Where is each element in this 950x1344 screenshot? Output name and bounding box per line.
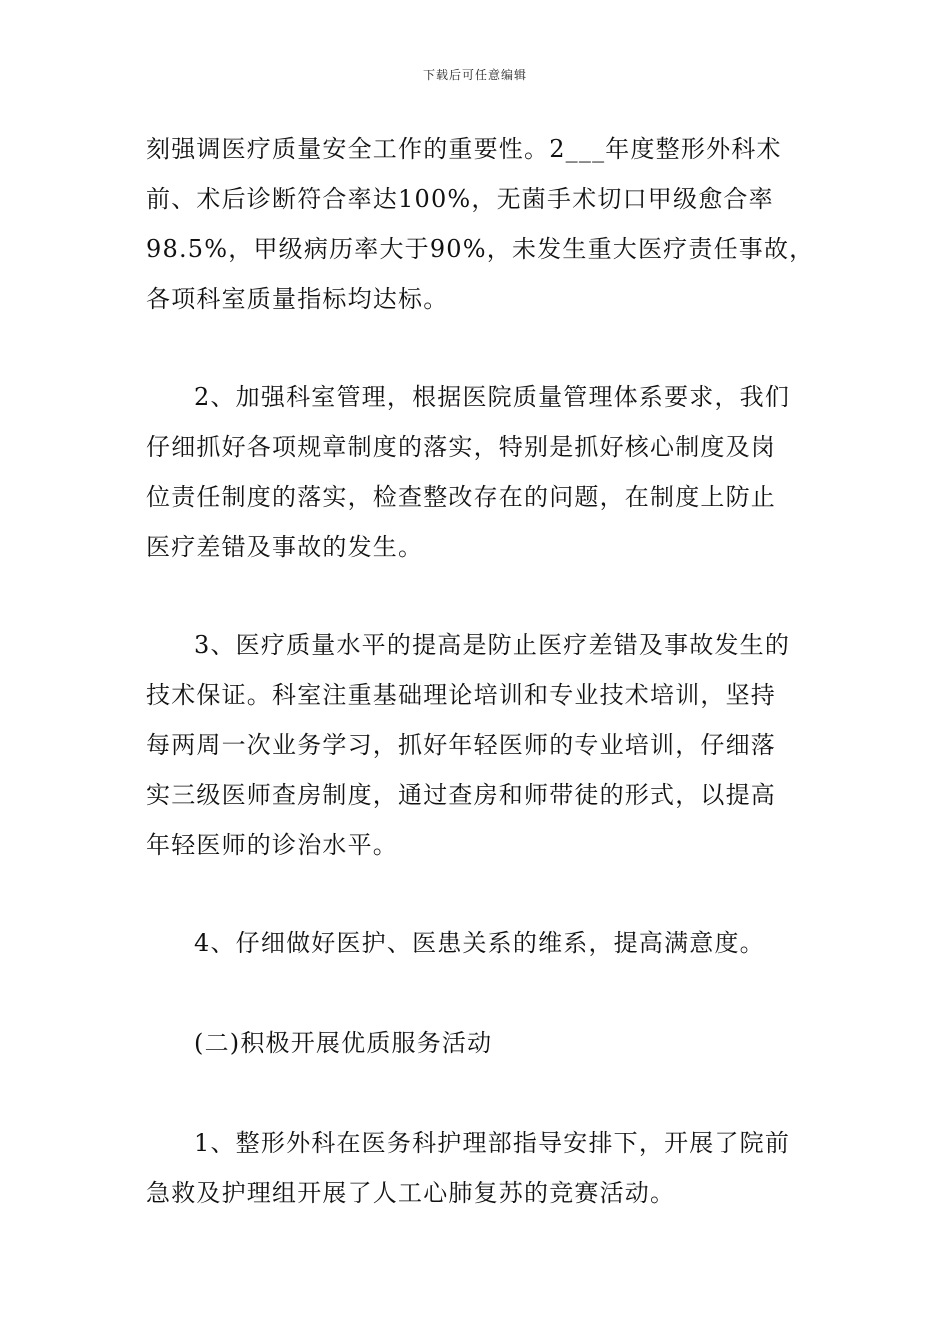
text-line: 98.5%，甲级病历率大于90%，未发生重大医疗责任事故， [146, 235, 815, 263]
text-line: 3、医疗质量水平的提高是防止医疗差错及事故发生的 [194, 631, 791, 659]
page-header: 下载后可任意编辑 [422, 68, 527, 82]
text-line: 各项科室质量指标均达标。 [146, 285, 449, 313]
text-line: 仔细抓好各项规章制度的落实，特别是抓好核心制度及岗 [146, 433, 776, 461]
section-heading: (二)积极开展优质服务活动 [194, 1029, 493, 1057]
text-line: 技术保证。科室注重基础理论培训和专业技术培训，坚持 [146, 681, 776, 709]
text-line: 刻强调医疗质量安全工作的重要性。2___年度整形外科术 [146, 135, 782, 163]
text-line: 每两周一次业务学习，抓好年轻医师的专业培训，仔细落 [146, 731, 776, 759]
text-line: 实三级医师查房制度，通过查房和师带徒的形式，以提高 [146, 781, 776, 809]
text-line: 年轻医师的诊治水平。 [146, 831, 398, 859]
text-line: 急救及护理组开展了人工心肺复苏的竞赛活动。 [146, 1179, 676, 1207]
text-line: 4、仔细做好医护、医患关系的维系，提高满意度。 [194, 929, 765, 957]
text-line: 医疗差错及事故的发生。 [146, 533, 424, 561]
text-line: 位责任制度的落实，检查整改存在的问题，在制度上防止 [146, 483, 776, 511]
text-line: 前、术后诊断符合率达100%，无菌手术切口甲级愈合率 [146, 185, 774, 213]
text-line: 1、整形外科在医务科护理部指导安排下，开展了院前 [194, 1129, 791, 1157]
text-line: 2、加强科室管理，根据医院质量管理体系要求，我们 [194, 383, 791, 411]
